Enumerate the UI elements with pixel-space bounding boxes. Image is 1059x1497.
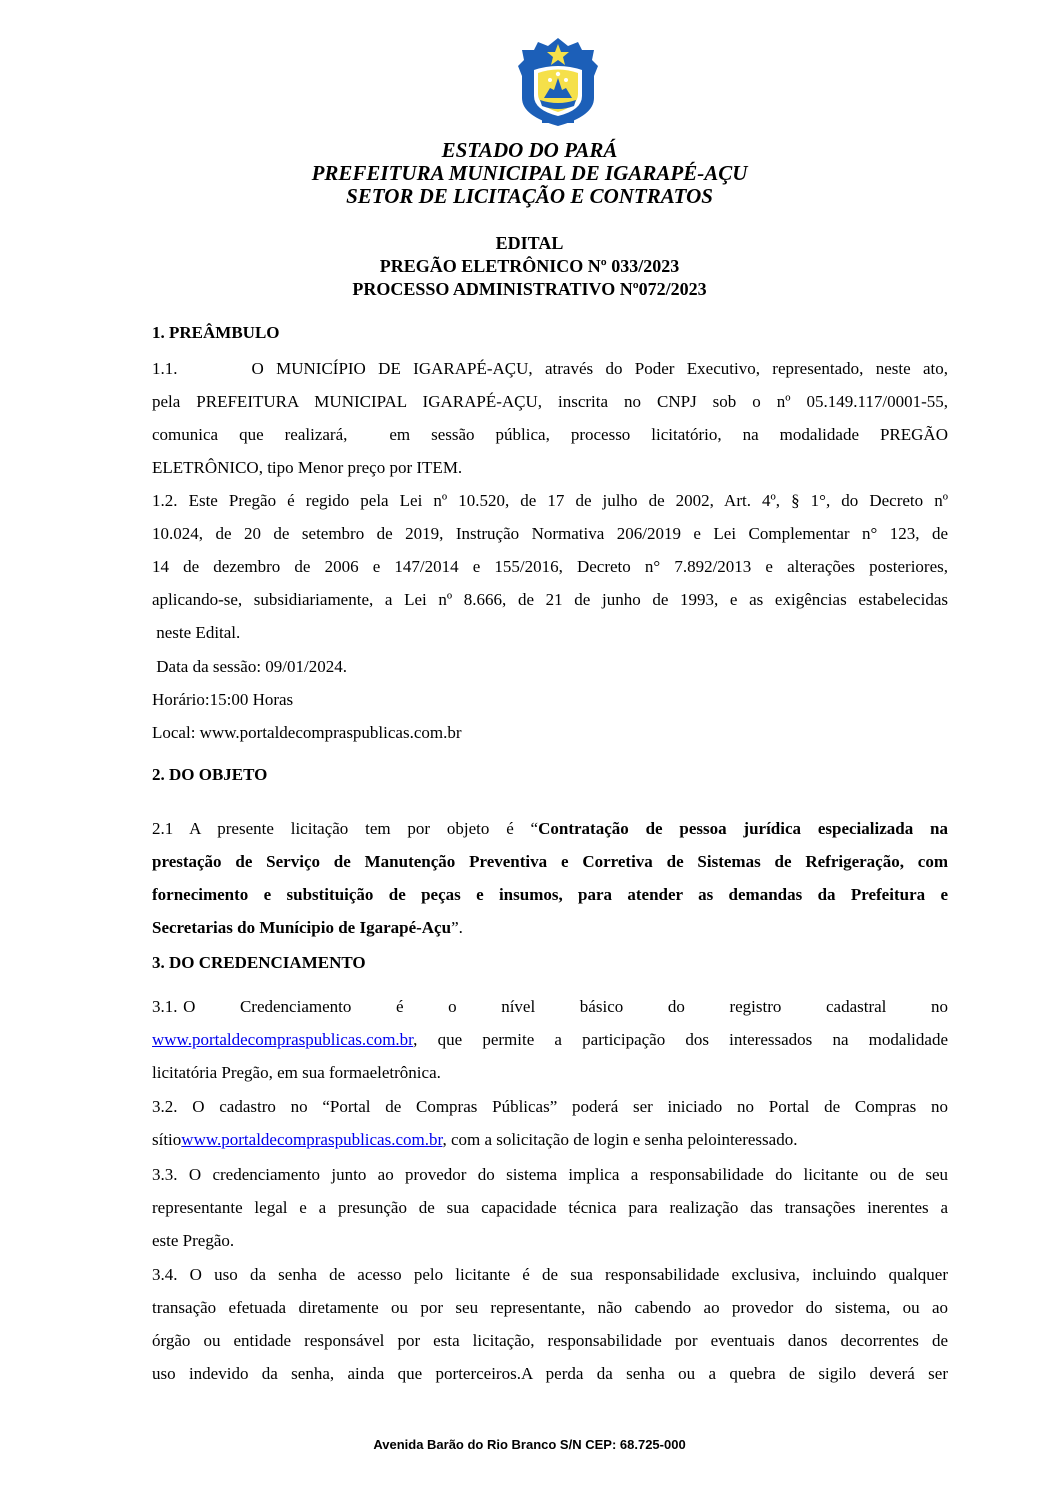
section-3-title: 3. DO CREDENCIAMENTO bbox=[152, 953, 366, 972]
text-line: neste Edital. bbox=[152, 623, 241, 642]
text-line: uso indevido da senha, ainda que porterceiros.A perda da senha ou a quebra de sigilo deverá ser bbox=[152, 1364, 948, 1383]
paragraph-1-1 bbox=[152, 352, 948, 484]
session-time: Horário:15:00 Horas bbox=[152, 690, 294, 709]
municipality-heading: PREFEITURA MUNICIPAL DE IGARAPÉ-AÇU bbox=[311, 161, 748, 185]
text-line: fornecimento e substituição de peças e insumos, para atender as demandas da Prefeitura e bbox=[152, 885, 948, 904]
text-fragment: , com a solicitação de login e senha pelointeressado. bbox=[442, 1130, 798, 1149]
object-prefix: 2.1 A presente licitação tem por objeto é “ bbox=[152, 819, 539, 838]
text-line: representante legal e a presunção de sua capacidade técnica para realização das transações inerentes a bbox=[152, 1198, 948, 1217]
text-line: 3.4. O uso da senha de acesso pelo licitante é de sua responsabilidade exclusiva, incluindo qualquer bbox=[152, 1265, 948, 1284]
section-1-title: 1. PREÂMBULO bbox=[152, 323, 280, 342]
footer-address: Avenida Barão do Rio Branco S/N CEP: 68.725-000 bbox=[373, 1437, 686, 1452]
text-line: pela PREFEITURA MUNICIPAL IGARAPÉ-AÇU, inscrita no CNPJ sob o nº 05.149.117/0001-55, bbox=[152, 392, 948, 411]
text-line: 1.2. Este Pregão é regido pela Lei nº 10.520, de 17 de julho de 2002, Art. 4º, § 1°, do Decreto nº bbox=[152, 491, 948, 510]
text-line: prestação de Serviço de Manutenção Preventiva e Corretiva de Sistemas de Refrigeração, com bbox=[152, 852, 948, 871]
text-line: transação efetuada diretamente ou por seu representante, não cabendo ao provedor do sistema, ou ao bbox=[152, 1298, 948, 1317]
session-date: Data da sessão: 09/01/2024. bbox=[152, 657, 347, 676]
text-line: comunica que realizará, em sessão pública, processo licitatório, na modalidade PREGÃO bbox=[152, 425, 948, 444]
object-description-end: Secretarias do Munícipio de Igarapé-Açu bbox=[152, 918, 452, 937]
text-line: aplicando-se, subsidiariamente, a Lei nº 8.666, de 21 de junho de 1993, e as exigências estabelecidas bbox=[152, 590, 948, 609]
doc-type-title: EDITAL bbox=[495, 233, 564, 253]
paragraph-3-2 bbox=[152, 1090, 948, 1156]
session-place: Local: www.portaldecompraspublicas.com.br bbox=[152, 723, 462, 742]
text-line bbox=[152, 911, 948, 944]
text-line: 1.1. O MUNICÍPIO DE IGARAPÉ-AÇU, através do Poder Executivo, representado, neste ato, bbox=[152, 359, 948, 378]
text-line: 14 de dezembro de 2006 e 147/2014 e 155/2016, Decreto n° 7.892/2013 e alterações posteriores, bbox=[152, 557, 948, 576]
portal-link[interactable]: www.portaldecompraspublicas.com.br bbox=[181, 1130, 443, 1149]
processo-number: PROCESSO ADMINISTRATIVO Nº072/2023 bbox=[352, 279, 707, 299]
text-line bbox=[152, 1023, 948, 1056]
paragraph-2-1 bbox=[152, 812, 948, 944]
state-heading: ESTADO DO PARÁ bbox=[441, 138, 618, 162]
paragraph-3-3 bbox=[152, 1158, 948, 1257]
text-fragment: sítio bbox=[152, 1130, 182, 1149]
portal-link[interactable]: www.portaldecompraspublicas.com.br bbox=[152, 1030, 414, 1049]
text-line: 3.3. O credenciamento junto ao provedor do sistema implica a responsabilidade do licitante ou de seu bbox=[152, 1165, 948, 1184]
paragraph-3-4 bbox=[152, 1258, 948, 1390]
text-line: 3.2. O cadastro no “Portal de Compras Públicas” poderá ser iniciado no Portal de Compras no bbox=[152, 1097, 948, 1116]
municipal-crest-icon bbox=[516, 36, 600, 128]
text-line: licitatória Pregão, em sua formaeletrônica. bbox=[152, 1063, 441, 1082]
pregao-number: PREGÃO ELETRÔNICO Nº 033/2023 bbox=[379, 256, 680, 276]
text-line: órgão ou entidade responsável por esta licitação, responsabilidade por eventuais danos decorrentes de bbox=[152, 1331, 948, 1350]
object-description: Contratação de pessoa jurídica especializada na bbox=[538, 819, 948, 838]
text-line: 3.1. O Credenciamento é o nível básico do registro cadastral no bbox=[152, 997, 948, 1016]
text-line: este Pregão. bbox=[152, 1231, 235, 1250]
text-line bbox=[152, 812, 948, 845]
section-2-title: 2. DO OBJETO bbox=[152, 765, 268, 784]
sector-heading: SETOR DE LICITAÇÃO E CONTRATOS bbox=[346, 184, 713, 208]
text-line: ELETRÔNICO, tipo Menor preço por ITEM. bbox=[152, 458, 463, 477]
paragraph-1-2 bbox=[152, 484, 948, 649]
text-line: 10.024, de 20 de setembro de 2019, Instrução Normativa 206/2019 e Lei Complementar n° 123, de bbox=[152, 524, 948, 543]
text-line bbox=[152, 1123, 948, 1156]
text-fragment: , que permite a participação dos interessados na modalidade bbox=[413, 1030, 948, 1049]
paragraph-3-1 bbox=[152, 990, 948, 1089]
object-suffix: ”. bbox=[451, 918, 463, 937]
